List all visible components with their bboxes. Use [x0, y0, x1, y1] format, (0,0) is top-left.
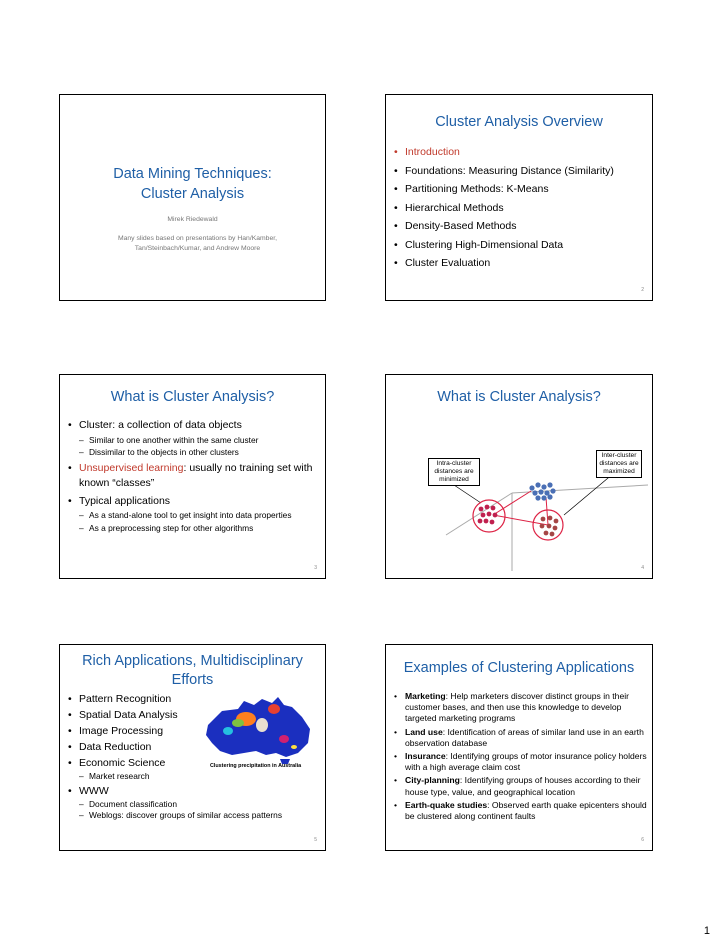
slide-number: 2: [641, 287, 644, 293]
cluster-points-red: [478, 505, 498, 525]
term: Marketing: [405, 691, 446, 701]
list-item: [68, 461, 318, 492]
list-item: – As a stand-alone tool to get insight into data properties: [68, 510, 318, 522]
term: Insurance: [405, 751, 446, 762]
slide-1-title-line1: Data Mining Techniques:: [113, 166, 272, 182]
slide-3-title: What is Cluster Analysis?: [110, 389, 275, 405]
list-item: • Cluster: a collection of data objects: [68, 418, 318, 434]
slide-1-title: [60, 164, 325, 204]
description: : Identifying groups of houses according to their house type, value, and geographical location: [405, 775, 641, 797]
list-item: [394, 775, 650, 797]
inter-cluster-label: Inter-cluster distances are maximized: [596, 450, 642, 478]
description: : Help marketers discover distinct groups in their customer bases, and then use this knowledge to develop targeted marketing programs: [405, 691, 629, 724]
list-item: [394, 691, 650, 725]
list-item: – Similar to one another within the same cluster: [68, 435, 318, 447]
slide-1-title-line2: Cluster Analysis: [140, 186, 245, 202]
slide-number: 6: [641, 837, 644, 843]
slide-number: 4: [641, 565, 644, 571]
australia-precipitation-map: [200, 695, 320, 765]
cluster-region: [268, 704, 280, 714]
inter-cluster-line: [546, 497, 548, 525]
list-item: • Density-Based Methods: [394, 217, 649, 236]
slide-2-bullet-list: [394, 143, 649, 273]
map-caption: Clustering precipitation in Australia: [210, 763, 302, 769]
slide-4-title: What is Cluster Analysis?: [437, 389, 601, 405]
slide-5: [59, 644, 326, 851]
list-item: • Typical applications: [68, 494, 318, 510]
page-number: 1: [703, 925, 710, 937]
cluster-points-blue: [529, 482, 555, 500]
cluster-region: [291, 745, 297, 749]
unsupervised-learning-term: Unsupervised learning: [79, 461, 184, 474]
term: Land use: [405, 726, 443, 737]
description: : Identifying groups of motor insurance policy holders with a high average claim cost: [405, 751, 647, 773]
slide-1-credit: Many slides based on presentations by Han/Kamber, Tan/Steinbach/Kumar, and Andrew Moore: [117, 235, 278, 252]
slide-4: [385, 374, 653, 579]
slide-number: 3: [314, 565, 317, 571]
list-item: • Partitioning Methods: K-Means: [394, 180, 649, 199]
unsupervised-learning-text: : usually no training set with known “classes”: [79, 461, 313, 489]
slide-3: [59, 374, 326, 579]
cluster-region: [232, 719, 244, 727]
description: : Identification of areas of similar land use in an earth observation database: [405, 726, 644, 748]
slide-5-title: Rich Applications, Multidisciplinary Efforts: [82, 653, 303, 688]
list-item: [394, 751, 650, 773]
slide-2-title: Cluster Analysis Overview: [435, 114, 603, 130]
inter-cluster-line: [493, 515, 548, 525]
list-item: • Clustering High-Dimensional Data: [394, 236, 649, 255]
list-item: • Hierarchical Methods: [394, 199, 649, 218]
cluster-region: [279, 735, 289, 743]
cluster-points-brown: [540, 516, 559, 537]
list-item: • Cluster Evaluation: [394, 254, 649, 273]
list-item: • Pattern Recognition: [68, 691, 318, 707]
list-item: • Foundations: Measuring Distance (Similarity): [394, 162, 649, 181]
inter-pointer: [564, 473, 614, 515]
list-item: – Document classification: [68, 799, 318, 811]
slide-number: 5: [314, 837, 317, 843]
cluster-region: [256, 718, 268, 732]
slide-6-title: Examples of Clustering Applications: [403, 660, 635, 676]
list-item: – Dissimilar to the objects in other clusters: [68, 447, 318, 459]
list-item: • WWW: [68, 783, 318, 799]
slide-1: [59, 94, 326, 301]
list-item: [394, 727, 650, 749]
description: : Observed earth quake epicenters should be clustered along continent faults: [405, 799, 647, 822]
list-item: – Weblogs: discover groups of similar access patterns: [68, 810, 318, 822]
slide-6-bullet-list: [394, 691, 650, 824]
list-item: – As a preprocessing step for other algorithms: [68, 523, 318, 535]
slide-3-bullet-list: [68, 416, 318, 534]
list-item: • Image Processing: [68, 723, 318, 739]
list-item: [394, 800, 650, 822]
list-item: • Introduction: [394, 143, 649, 162]
term: City-planning: [405, 775, 460, 786]
list-item: • Spatial Data Analysis: [68, 707, 318, 723]
slide-1-author: Mirek Riedewald: [167, 216, 218, 223]
intra-cluster-label: Intra-cluster distances are minimized: [428, 458, 480, 486]
list-item: • Data Reduction: [68, 739, 318, 755]
list-item: – Market research: [68, 771, 318, 783]
list-item: • Economic Science: [68, 755, 318, 771]
cluster-region: [223, 727, 233, 735]
slide-2: [385, 94, 653, 301]
intra-pointer: [454, 485, 481, 503]
term: Earth-quake studies: [405, 799, 488, 810]
slide-6: [385, 644, 653, 851]
